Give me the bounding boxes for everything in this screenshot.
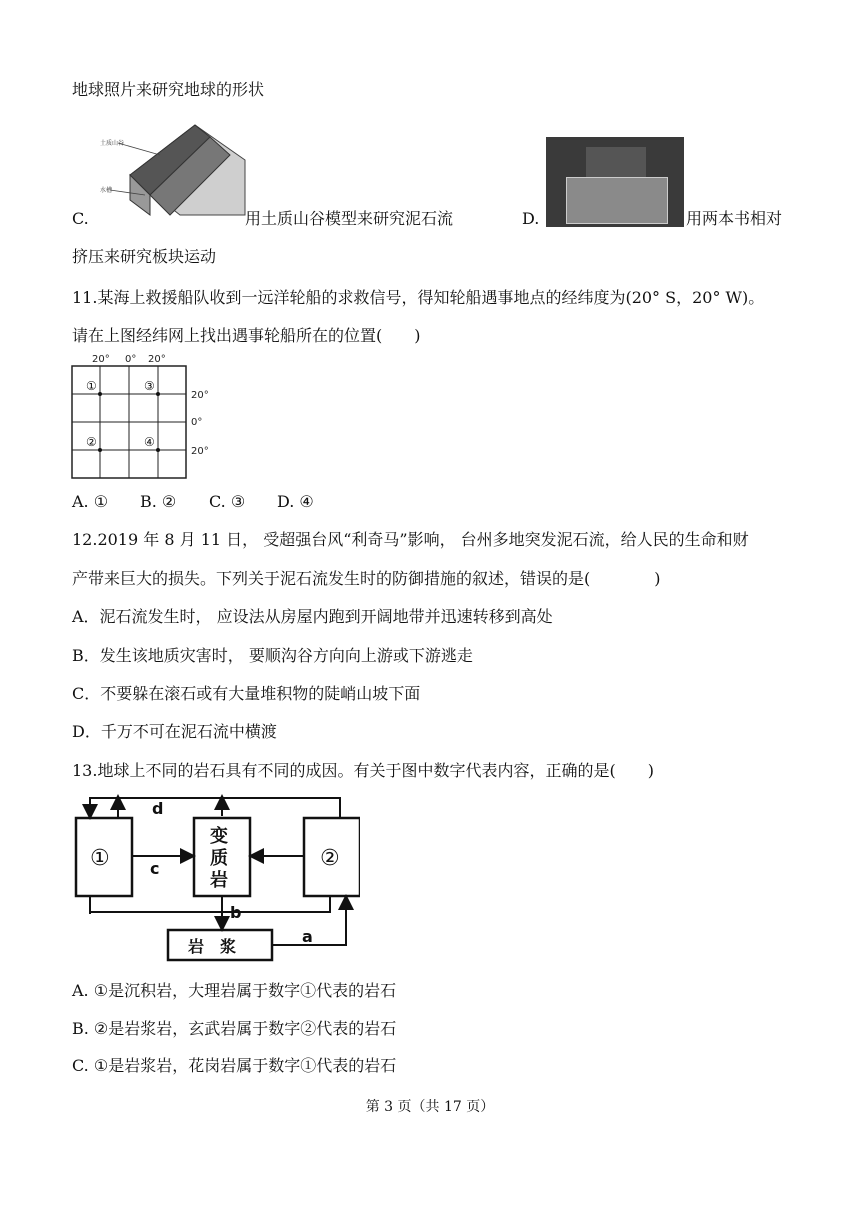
q13-stem: 13.地球上不同的岩石具有不同的成因。有关于图中数字代表内容，正确的是( ): [72, 761, 654, 780]
grid-point-1: ①: [86, 379, 97, 393]
lat-long-grid: [70, 352, 220, 484]
q10-option-c-text: 用土质山谷模型来研究泥石流: [245, 209, 454, 228]
rock-cycle-diagram: [70, 790, 360, 965]
rock-box-mid-3: 岩: [210, 870, 228, 891]
magma-box-label: 岩 浆: [188, 937, 237, 956]
q11-stem-line1: 11.某海上救援船队收到一远洋轮船的求救信号，得知轮船遇事地点的经纬度为(20° S，20° W)。: [72, 288, 765, 307]
q10-text-top: 地球照片来研究地球的形状: [72, 80, 265, 99]
q12-option-c: C．不要躲在滚石或有大量堆积物的陡峭山坡下面: [72, 684, 421, 703]
grid-top-label-2: 0°: [125, 354, 137, 365]
valley-label-side: 水槽: [100, 187, 113, 194]
arrow-label-a: a: [302, 927, 313, 946]
page-footer: 第 3 页（共 17 页）: [365, 1099, 495, 1115]
grid-point-3: ③: [144, 379, 155, 393]
grid-right-label-2: 0°: [191, 417, 203, 428]
grid-right-label-1: 20°: [191, 390, 209, 401]
rock-box-1: ①: [90, 846, 110, 871]
grid-top-label-3: 20°: [148, 354, 166, 365]
q13-option-a: A. ①是沉积岩，大理岩属于数字①代表的岩石: [72, 981, 397, 1000]
q10-option-d-text: 用两本书相对: [686, 209, 783, 228]
q12-option-d: D．千万不可在泥石流中横渡: [72, 722, 277, 741]
q12-option-a: A．泥石流发生时， 应设法从房屋内跑到开阔地带并迅速转移到高处: [72, 607, 553, 626]
q12-stem-line1: 12.2019 年 8 月 11 日， 受超强台风“利奇马”影响， 台州多地突发泥石流，给人民的生命和财: [72, 530, 749, 549]
q10-option-c-label: C.: [72, 209, 89, 228]
books-photo: [546, 137, 684, 227]
q11-option-a: A. ①: [72, 492, 109, 511]
q10-option-d-text2: 挤压来研究板块运动: [72, 247, 217, 266]
valley-label-top: 土质山谷: [100, 140, 125, 147]
arrow-label-c: c: [150, 859, 160, 878]
q11-option-d: D. ④: [277, 492, 314, 511]
rock-box-mid-1: 变: [210, 826, 228, 847]
rock-box-mid-2: 质: [210, 848, 228, 869]
q12-option-b: B．发生该地质灾害时， 要顺沟谷方向向上游或下游逃走: [72, 646, 473, 665]
q11-option-b: B. ②: [140, 492, 177, 511]
grid-point-2: ②: [86, 435, 97, 449]
grid-top-label-1: 20°: [92, 354, 110, 365]
arrow-label-d: d: [152, 799, 164, 818]
arrow-label-b: b: [230, 903, 242, 922]
grid-right-label-3: 20°: [191, 446, 209, 457]
q13-option-c: C. ①是岩浆岩，花岗岩属于数字①代表的岩石: [72, 1056, 397, 1075]
q13-option-b: B. ②是岩浆岩，玄武岩属于数字②代表的岩石: [72, 1019, 397, 1038]
q11-option-c: C. ③: [209, 492, 246, 511]
rock-box-2: ②: [320, 846, 340, 871]
grid-point-4: ④: [144, 435, 155, 449]
q10-option-d-label: D.: [522, 209, 540, 228]
valley-model-figure: [100, 115, 250, 225]
q12-stem-line2: 产带来巨大的损失。下列关于泥石流发生时的防御措施的叙述，错误的是( ): [72, 569, 661, 588]
q11-stem-line2: 请在上图经纬网上找出遇事轮船所在的位置( ): [72, 326, 421, 345]
